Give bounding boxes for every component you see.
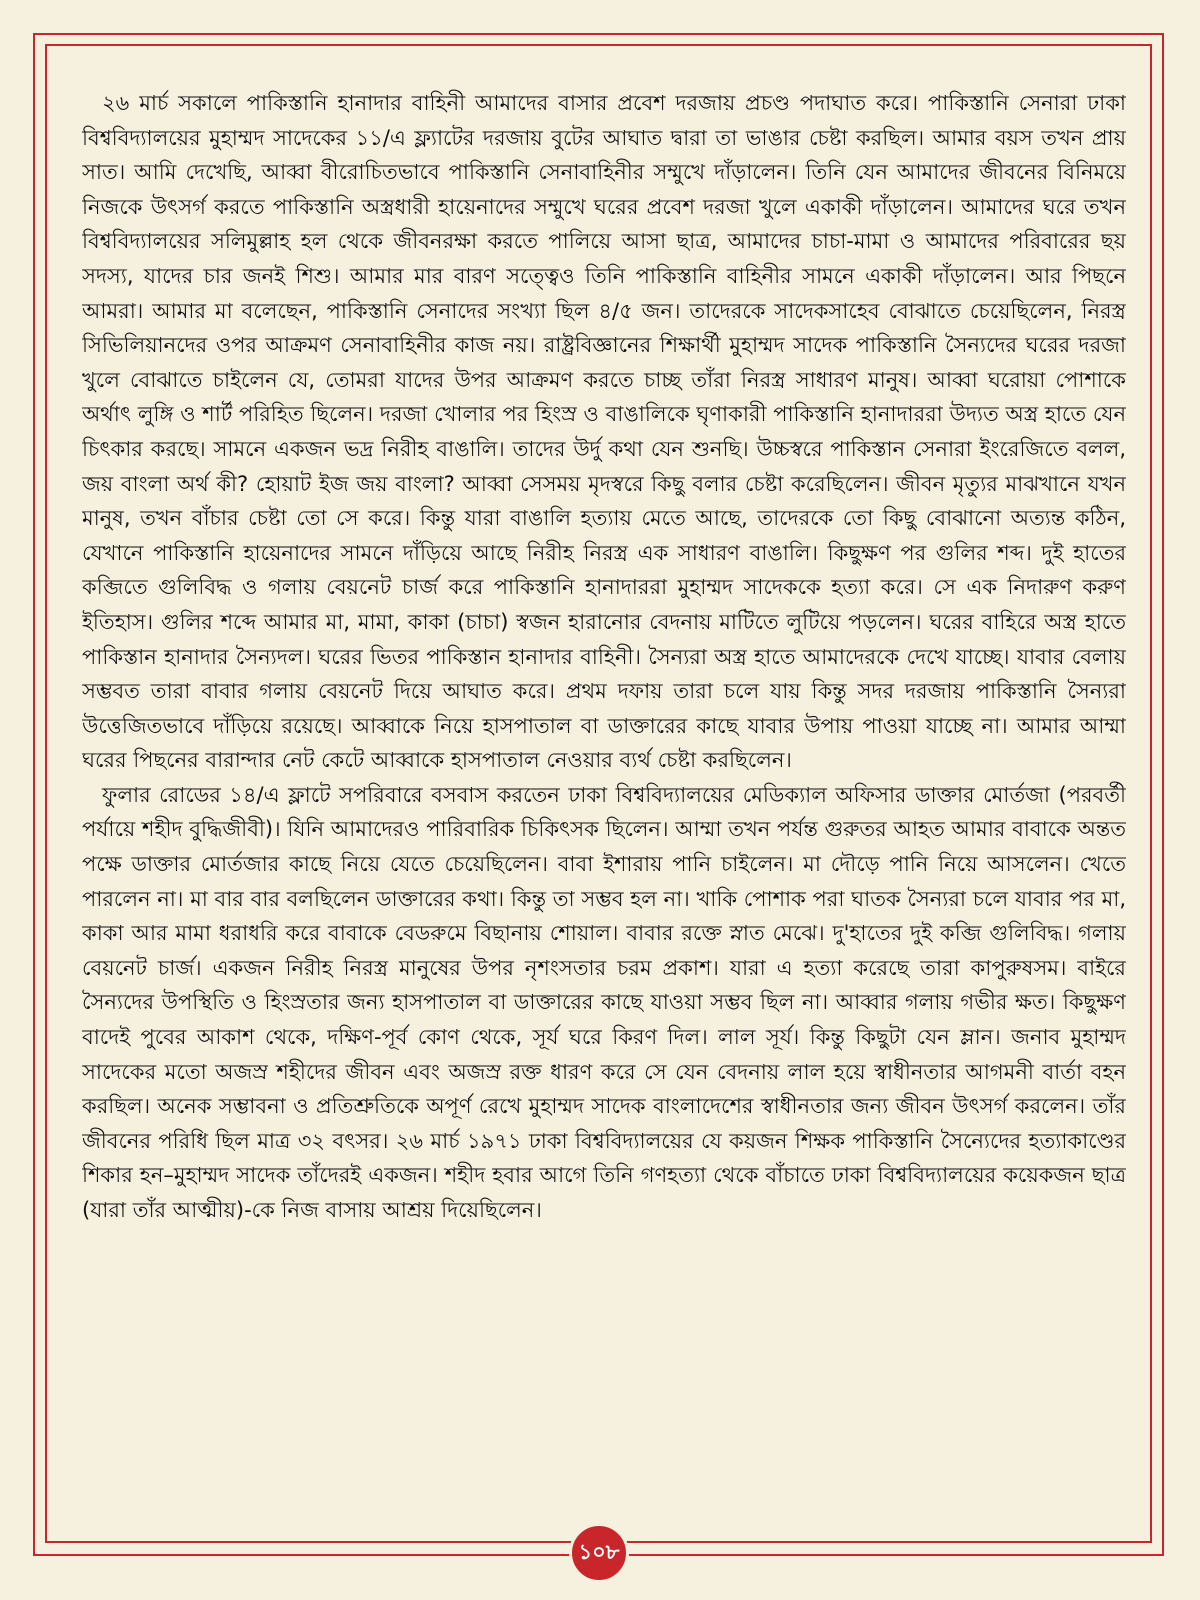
page-number: ১০৮	[578, 1539, 620, 1564]
paragraph-1: ২৬ মার্চ সকালে পাকিস্তানি হানাদার বাহিনী আমাদের বাসার প্রবেশ দরজায় প্রচণ্ড পদাঘাত করে। পাকিস্তানি সেনারা ঢাকা বিশ্ববিদ্যালয়ের মুহাম্মদ সাদেকের ১১/এ ফ্ল্যাটের দরজায় বুটের আঘাত দ্বারা তা ভাঙার চেষ্টা করছিল। আমার বয়স তখন প্রায় সাত। আমি দেখেছি, আব্বা বীরোচিতভাবে পাকিস্তানি সেনাবাহিনীর সম্মুখে দাঁড়ালেন। তিনি যেন আমাদের জীবনের বিনিময়ে নিজকে উৎসর্গ করতে পাকিস্তানি অস্ত্রধারী হায়েনাদের সম্মুখে ঘরের প্রবেশ দরজা খুলে একাকী দাঁড়ালেন। আমাদের ঘরে তখন বিশ্ববিদ্যালয়ের সলিমুল্লাহ হল থেকে জীবনরক্ষা করতে পালিয়ে আসা ছাত্র, আমাদের চাচা-মামা ও আমাদের পরিবারের ছয় সদস্য, যাদের চার জনই শিশু। আমার মার বারণ সত্ত্বেও তিনি পাকিস্তানি বাহিনীর সামনে একাকী দাঁড়ালেন। আর পিছনে আমরা। আমার মা বলেছেন, পাকিস্তানি সেনাদের সংখ্যা ছিল ৪/৫ জন। তাদেরকে সাদেকসাহেব বোঝাতে চেয়েছিলেন, নিরস্ত্র সিভিলিয়ানদের ওপর আক্রমণ সেনাবাহিনীর কাজ নয়। রাষ্ট্রবিজ্ঞানের শিক্ষার্থী মুহাম্মদ সাদেক পাকিস্তানি সৈন্যদের ঘরের দরজা খুলে বোঝাতে চাইলেন যে, তোমরা যাদের উপর আক্রমণ করতে চাচ্ছ তাঁরা নিরস্ত্র সাধারণ মানুষ। আব্বা ঘরোয়া পোশাকে অর্থাৎ লুঙ্গি ও শার্ট পরিহিত ছিলেন। দরজা খোলার পর হিংস্র ও বাঙালিকে ঘৃণাকারী পাকিস্তানি হানাদাররা উদ্যত অস্ত্র হাতে যেন চিৎকার করছে। সামনে একজন ভদ্র নিরীহ বাঙালি। তাদের উর্দু কথা যেন শুনছি। উচ্চস্বরে পাকিস্তান সেনারা ইংরেজিতে বলল, জয় বাংলা অর্থ কী? হোয়াট ইজ জয় বাংলা? আব্বা সেসময় মৃদস্বরে কিছু বলার চেষ্টা করেছিলেন। জীবন মৃত্যুর মাঝখানে যখন মানুষ, তখন বাঁচার চেষ্টা তো সে করে। কিন্তু যারা বাঙালি হত্যায় মেতে আছে, তাদেরকে তো কিছু বোঝানো অত্যন্ত কঠিন, যেখানে পাকিস্তানি হায়েনাদের সামনে দাঁড়িয়ে আছে নিরীহ নিরস্ত্র এক সাধারণ বাঙালি। কিছুক্ষণ পর গুলির শব্দ। দুই হাতের কব্জিতে গুলিবিদ্ধ ও গলায় বেয়নেট চার্জ করে পাকিস্তানি হানাদাররা মুহাম্মদ সাদেককে হত্যা করে। সে এক নিদারুণ করুণ ইতিহাস। গুলির শব্দে আমার মা, মামা, কাকা (চাচা) স্বজন হারানোর বেদনায় মাটিতে লুটিয়ে পড়লেন। ঘরের বাহিরে অস্ত্র হাতে পাকিস্তান হানাদার সৈন্যদল। ঘরের ভিতর পাকিস্তান হানাদার বাহিনী। সৈন্যরা অস্ত্র হাতে আমাদেরকে দেখে যাচ্ছে। যাবার বেলায় সম্ভবত তারা বাবার গলায় বেয়নেট দিয়ে আঘাত করে। প্রথম দফায় তারা চলে যায় কিন্তু সদর দরজায় পাকিস্তানি সৈন্যরা উত্তেজিতভাবে দাঁড়িয়ে রয়েছে। আব্বাকে নিয়ে হাসপাতাল বা ডাক্তারের কাছে যাবার উপায় পাওয়া যাচ্ছে না। আমার আম্মা ঘরের পিছনের বারান্দার নেট কেটে আব্বাকে হাসপাতাল নেওয়ার ব্যর্থ চেষ্টা করছিলেন।	[82, 91, 1126, 773]
page-number-badge	[569, 1523, 629, 1583]
body-text	[82, 86, 1126, 1506]
paragraph-2: ফুলার রোডের ১৪/এ ফ্লাটে সপরিবারে বসবাস করতেন ঢাকা বিশ্ববিদ্যালয়ের মেডিক্যাল অফিসার ডাক্তার মোর্তজা (পরবর্তী পর্যায়ে শহীদ বুদ্ধিজীবী)। যিনি আমাদেরও পারিবারিক চিকিৎসক ছিলেন। আম্মা তখন পর্যন্ত গুরুতর আহত আমার বাবাকে অন্তত পক্ষে ডাক্তার মোর্তজার কাছে নিয়ে যেতে চেয়েছিলেন। বাবা ইশারায় পানি চাইলেন। মা দৌড়ে পানি নিয়ে আসলেন। খেতে পারলেন না। মা বার বার বলছিলেন ডাক্তারের কথা। কিন্তু তা সম্ভব হল না। খাকি পোশাক পরা ঘাতক সৈন্যরা চলে যাবার পর মা, কাকা আর মামা ধরাধরি করে বাবাকে বেডরুমে বিছানায় শোয়াল। বাবার রক্তে স্নাত মেঝে। দু'হাতের দুই কব্জি গুলিবিদ্ধ। গলায় বেয়নেট চার্জ। একজন নিরীহ নিরস্ত্র মানুষের উপর নৃশংসতার চরম প্রকাশ। যারা এ হত্যা করেছে তারা কাপুরুষসম। বাইরে সৈন্যদের উপস্থিতি ও হিংস্রতার জন্য হাসপাতাল বা ডাক্তারের কাছে যাওয়া সম্ভব ছিল না। আব্বার গলায় গভীর ক্ষত। কিছুক্ষণ বাদেই পুবের আকাশ থেকে, দক্ষিণ-পূর্ব কোণ থেকে, সূর্য ঘরে কিরণ দিল। লাল সূর্য। কিন্তু কিছুটা যেন ম্লান। জনাব মুহাম্মদ সাদেকের মতো অজস্র শহীদের জীবন এবং অজস্র রক্ত ধারণ করে সে যেন বেদনায় লাল হয়ে স্বাধীনতার আগমনী বার্তা বহন করছিল। অনেক সম্ভাবনা ও প্রতিশ্রুতিকে অপূর্ণ রেখে মুহাম্মদ সাদেক বাংলাদেশের স্বাধীনতার জন্য জীবন উৎসর্গ করলেন। তাঁর জীবনের পরিধি ছিল মাত্র ৩২ বৎসর। ২৬ মার্চ ১৯৭১ ঢাকা বিশ্ববিদ্যালয়ের যে কয়জন শিক্ষক পাকিস্তানি সৈন্যেদের হত্যাকাণ্ডের শিকার হন–মুহাম্মদ সাদেক তাঁদেরই একজন। শহীদ হবার আগে তিনি গণহত্যা থেকে বাঁচাতে ঢাকা বিশ্ববিদ্যালয়ের কয়েকজন ছাত্র (যারা তাঁর আত্মীয়)-কে নিজ বাসায় আশ্রয় দিয়েছিলেন।	[82, 782, 1126, 1222]
